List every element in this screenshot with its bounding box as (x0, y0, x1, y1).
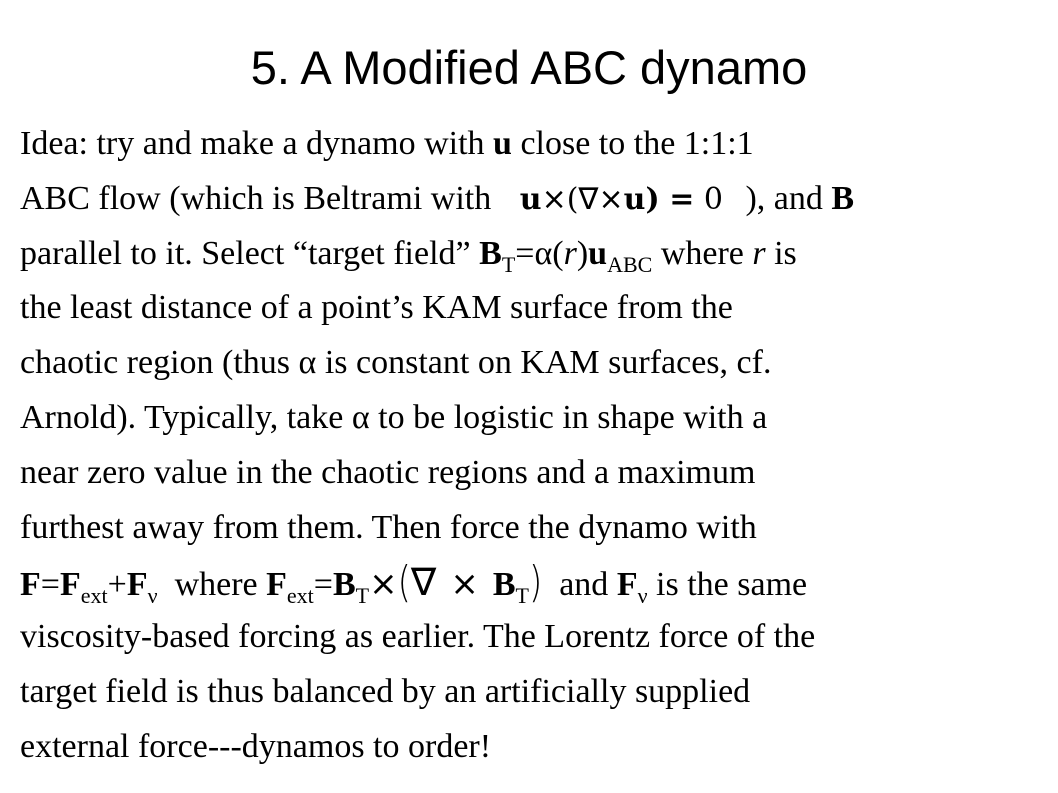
subscript: ν (147, 583, 158, 608)
left-paren: ( (397, 557, 411, 608)
subscript: T (515, 583, 529, 608)
body-line-5: chaotic region (thus α is constant on KAM surfaces, cf. (20, 344, 772, 381)
subscript: ext (286, 583, 314, 608)
text-span: = (313, 566, 333, 603)
times-symbol: × (450, 564, 479, 604)
field-symbol: B (332, 566, 356, 603)
subscript: T (355, 583, 370, 608)
body-line-1 (20, 121, 754, 167)
field-symbol: B (492, 566, 516, 603)
text-span: ABC flow (which is Beltrami with (20, 180, 500, 217)
slide-title: 5. A Modified ABC dynamo (250, 41, 808, 94)
body-line-7: near zero value in the chaotic regions and a maximum (20, 454, 756, 491)
text-span: Idea: try and make a dynamo with (20, 125, 494, 162)
force-symbol: F (59, 566, 81, 603)
eq-zero: 0 (703, 182, 723, 217)
nabla-icon: ∇ (410, 560, 437, 604)
eq-u: u (519, 182, 542, 217)
force-symbol: F (266, 566, 287, 603)
body-line-8: furthest away from them. Then force the dynamo with (20, 509, 757, 546)
text-span: ) (576, 235, 589, 272)
text-span: is the same (647, 566, 808, 603)
subscript: ext (80, 583, 108, 608)
body-line-12: external force---dynamos to order! (20, 728, 492, 765)
eq-u: u (623, 182, 646, 217)
text-span: parallel to it. Select “target field” (20, 235, 480, 272)
subscript: T (501, 252, 516, 277)
body-line-11: target field is thus balanced by an artificially supplied (20, 673, 751, 710)
r-symbol: r (563, 235, 577, 272)
beltrami-equation (520, 177, 723, 223)
subscript: ABC (607, 252, 653, 277)
right-paren: ) (528, 557, 543, 608)
text-span: = (40, 566, 60, 603)
text-span: close to the 1:1:1 (511, 125, 754, 162)
body-line-9 (20, 557, 808, 608)
body-line-4: the least distance of a point’s KAM surface from the (20, 289, 733, 326)
force-symbol: F (20, 566, 41, 603)
body-line-3 (20, 231, 797, 277)
eq-lparen: ( (566, 182, 579, 217)
text-span: where (652, 235, 753, 272)
text-span: ), and (736, 180, 832, 217)
eq-times: × (598, 182, 624, 217)
text-span: =α( (515, 235, 564, 272)
body-line-6: Arnold). Typically, take α to be logistic in shape with a (20, 399, 768, 436)
eq-times: × (541, 182, 567, 217)
eq-rparen: ) (645, 182, 660, 217)
times-symbol: × (369, 564, 398, 604)
eq-equals: = (669, 182, 695, 217)
body-line-10: viscosity-based forcing as earlier. The Lorentz force of the (20, 618, 816, 655)
text-span: and (542, 566, 617, 603)
subscript: ν (637, 583, 648, 608)
force-symbol: F (616, 566, 638, 603)
r-symbol: r (752, 235, 766, 272)
field-symbol: B (479, 235, 502, 272)
body-line-2 (20, 176, 854, 222)
text-span: where (157, 566, 267, 603)
velocity-symbol: u (588, 235, 608, 272)
text-span: is (765, 235, 797, 272)
field-symbol: B (831, 180, 855, 217)
velocity-symbol: u (493, 125, 512, 162)
text-span: + (107, 566, 127, 603)
force-symbol: F (126, 566, 148, 603)
nabla-icon: ∇ (578, 182, 599, 217)
